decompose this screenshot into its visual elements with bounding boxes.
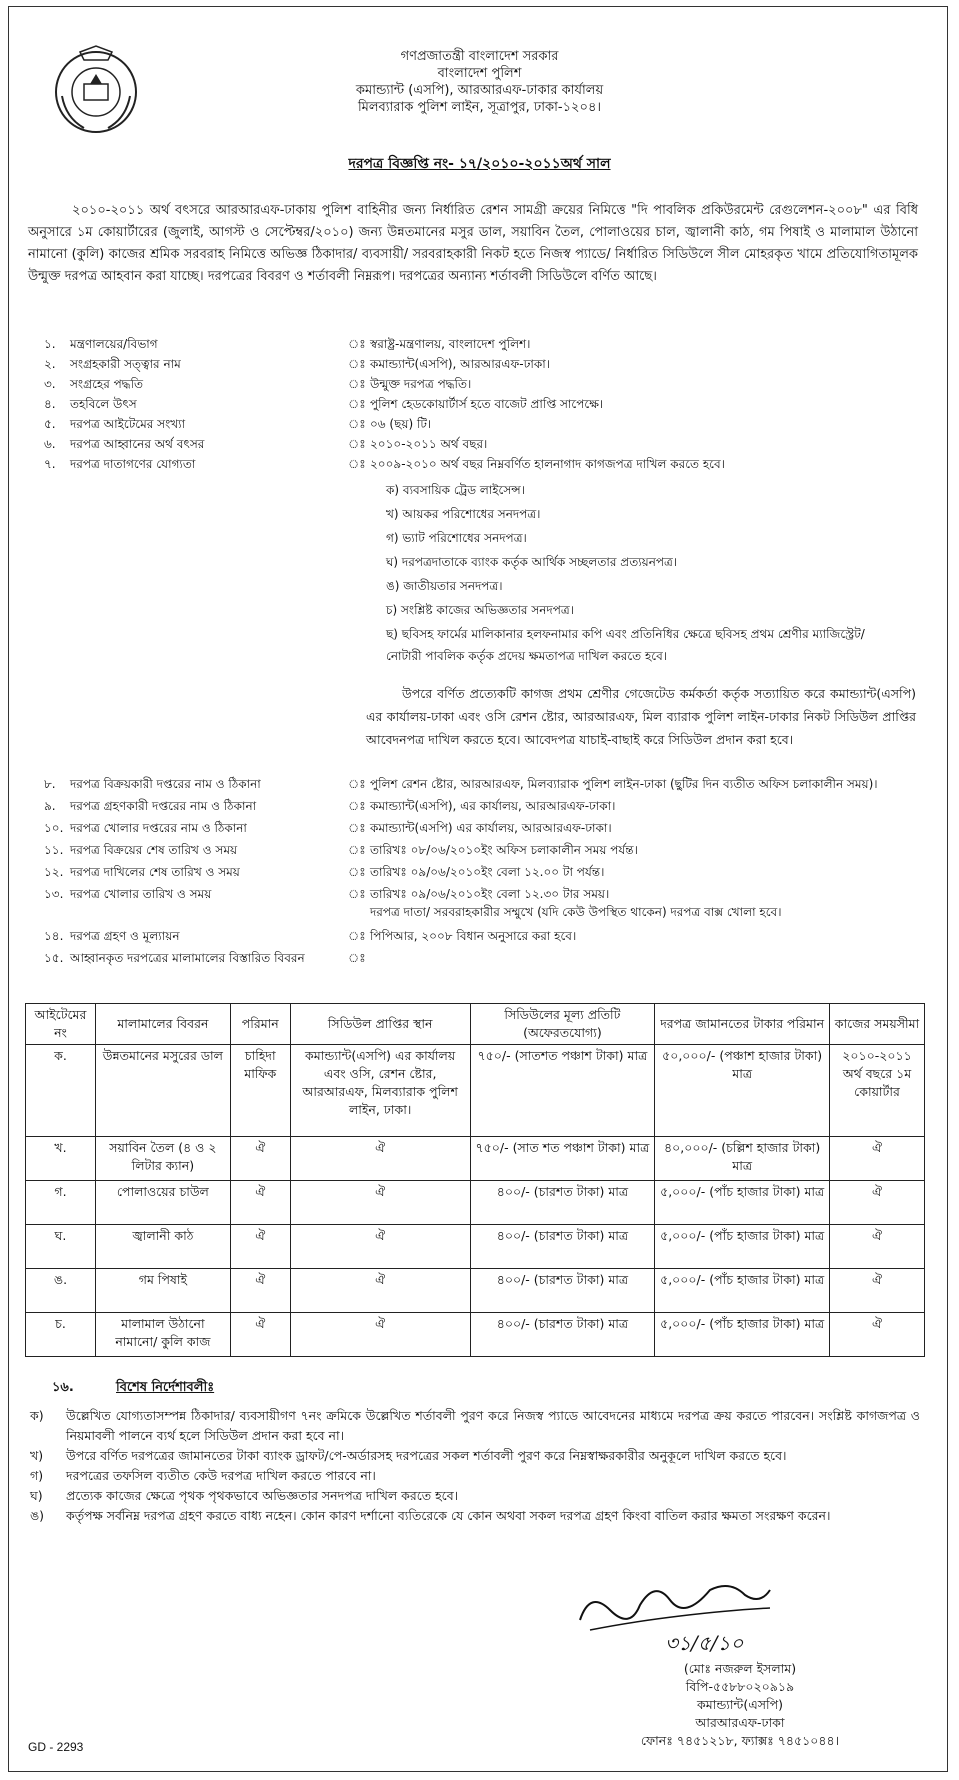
table-cell: উন্নতমানের মসুরের ডাল — [95, 1045, 230, 1137]
table-cell: ৭৫০/- (সাতশত পঞ্চাশ টাকা) মাত্র — [470, 1045, 655, 1137]
table-row — [26, 1225, 925, 1269]
list-item: ২. সংগ্রহকারী সত্ত্বার নাম ঃ কমান্ড্যান্ট(এসপি), আরআরএফ-ঢাকা। — [44, 357, 551, 371]
signature-date: ৩১/৫/১০ — [665, 1631, 744, 1655]
column-header: দরপত্র জামানতের টাকার পরিমান — [655, 1004, 830, 1045]
table-cell: গ. — [26, 1181, 96, 1225]
notice-title-text: দরপত্র বিজ্ঞপ্তি নং- ১৭/২০১০-২০১১অর্থ সাল — [348, 156, 611, 172]
instruction-item: খ) উপরে বর্ণিত দরপত্রের জামানতের টাকা ব্যাংক ড্রাফট/পে-অর্ডারসহ দরপত্রের সকল শর্তাবলী পুরণ করে নিম্নস্বাক্ষরকারীর অনুকূলে দাখিল করতে হবে। — [30, 1448, 787, 1463]
list-item: ৯. দরপত্র গ্রহণকারী দপ্তরের নাম ও ঠিকানা ঃ কমান্ড্যান্ট(এসপি), এর কার্যালয়, আরআরএফ-ঢাকা। — [44, 799, 616, 813]
table-cell: খ. — [26, 1137, 96, 1181]
list-item: ৬. দরপত্র আহ্বানের অর্থ বৎসর ঃ ২০১০-২০১১ অর্থ বছর। — [44, 437, 488, 451]
list-item: ১২. দরপত্র দাখিলের শেষ তারিখ ও সময় ঃ তারিখঃ ০৯/০৬/২০১০ইং বেলা ১২.০০ টা পর্যন্ত। — [44, 865, 605, 879]
table-cell: ঐ — [230, 1137, 290, 1181]
instructions-list — [30, 1406, 920, 1526]
letterhead — [0, 48, 959, 116]
table-cell: ঐ — [230, 1181, 290, 1225]
instruction-item: ক) উল্লেখিত যোগ্যতাসম্পন্ন ঠিকাদার/ ব্যবসায়ীগণ ৭নং ক্রমিকে উল্লেখিত শর্তাবলী পুরণ করে নিজস্ব প্যাডে আবেদনের মাধ্যমে দরপত্র ক্রয় করতে পারবেন। সংশ্লিষ্ট কাগজপত্র ও নিয়মাবলী পালনে ব্যর্থ হলে সিডিউল প্রদান করা হবে না। — [30, 1408, 920, 1443]
table-cell: গম পিষাই — [95, 1269, 230, 1313]
table-cell: ৭৫০/- (সাত শত পঞ্চাশ টাকা) মাত্র — [470, 1137, 655, 1181]
list-item: ৮. দরপত্র বিক্রয়কারী দপ্তরের নাম ও ঠিকানা ঃ পুলিশ রেশন ষ্টোর, আরআরএফ, মিলব্যারাক পুলিশ লাইন-ঢাকা (ছুটির দিন ব্যতীত অফিস চলাকালীন সময়)। — [44, 777, 878, 791]
sub-item: ঘ) দরপত্রদাতাকে ব্যাংক কর্তৃক আর্থিক সচ্ছলতার প্রত্যয়নপত্র। — [386, 555, 678, 569]
table-cell: মালামাল উঠানো নামানো/ কুলি কাজ — [95, 1313, 230, 1357]
table-row — [26, 1269, 925, 1313]
table-row — [26, 1181, 925, 1225]
section-label: বিশেষ নির্দেশাবলীঃ — [116, 1380, 215, 1395]
table-cell: ঐ — [290, 1313, 470, 1357]
table-cell: ৪০০/- (চারশত টাকা) মাত্র — [470, 1269, 655, 1313]
signatory-contact: ফোনঃ ৭৪৫১২১৮, ফ্যাক্সঃ ৭৪৫১০৪৪। — [640, 1733, 840, 1748]
table-cell: ঐ — [290, 1137, 470, 1181]
table-cell: ৫,০০০/- (পাঁচ হাজার টাকা) মাত্র — [655, 1313, 830, 1357]
table-cell: ঐ — [830, 1181, 925, 1225]
table-cell: ঐ — [830, 1313, 925, 1357]
list-item: ৭. দরপত্র দাতাগণের যোগ্যতা ঃ ২০০৯-২০১০ অর্থ বছর নিম্নবর্ণিত হালনাগাদ কাগজপত্র দাখিল করতে হবে। — [44, 457, 725, 471]
list-item: ১০. দরপত্র খোলার দপ্তরের নাম ও ঠিকানা ঃ কমান্ড্যান্ট(এসপি) এর কার্যালয়, আরআরএফ-ঢাকা। — [44, 821, 612, 835]
table-cell: ঐ — [230, 1313, 290, 1357]
notice-title — [0, 152, 959, 176]
office-line: কমান্ড্যান্ট (এসপি), আরআরএফ-ঢাকার কার্যালয় — [355, 83, 604, 98]
column-header: কাজের সময়সীমা — [830, 1004, 925, 1045]
handwritten-signature — [570, 1550, 790, 1660]
sub-item: চ) সংশ্লিষ্ট কাজের অভিজ্ঞতার সনদপত্র। — [386, 603, 574, 617]
column-header: মালামালের বিবরন — [95, 1004, 230, 1045]
instruction-item: গ) দরপত্রের তফসিল ব্যতীত কেউ দরপত্র দাখিল করতে পারবে না। — [30, 1468, 376, 1483]
table-row — [26, 1313, 925, 1357]
table-cell: ৪০০/- (চারশত টাকা) মাত্র — [470, 1225, 655, 1269]
signatory-name: (মোঃ নজরুল ইসলাম) — [683, 1661, 797, 1676]
table-cell: চাহিদা মাফিক — [230, 1045, 290, 1137]
table-cell: ঐ — [230, 1269, 290, 1313]
section-number: ১৬. — [52, 1380, 74, 1395]
table-cell: পোলাওয়ের চাউল — [95, 1181, 230, 1225]
table-header-row — [26, 1004, 925, 1045]
table-cell: ঐ — [830, 1269, 925, 1313]
sub-item: ঙ) জাতীয়তার সনদপত্র। — [386, 579, 503, 593]
table-cell: ঐ — [290, 1269, 470, 1313]
signatory-designation: কমান্ড্যান্ট(এসপি) — [697, 1697, 783, 1712]
table-row — [26, 1137, 925, 1181]
sub-item: ছ) ছবিসহ ফার্মের মালিকানার হলফনামার কপি এবং প্রতিনিধির ক্ষেত্রে ছবিসহ প্রথম শ্রেণীর ম্যাজিস্ট্রেট/ — [386, 627, 865, 641]
table-cell: ৪০,০০০/- (চল্লিশ হাজার টাকা) মাত্র — [655, 1137, 830, 1181]
table-cell: ঙ. — [26, 1269, 96, 1313]
table-cell: সয়াবিন তৈল (৪ ও ২ লিটার ক্যান) — [95, 1137, 230, 1181]
signatory-bp: বিপি-৫৫৮৮০২০৯১৯ — [685, 1679, 795, 1694]
column-header: সিডিউল প্রাপ্তির স্থান — [290, 1004, 470, 1045]
list-item: দরপত্র দাতা/ সরবরাহকারীর সম্মুখে (যদি কেউ উপস্থিত থাকেন) দরপত্র বাক্স খোলা হবে। — [370, 905, 782, 919]
list-item: ৪. তহবিলে উৎস ঃ পুলিশ হেডকোয়ার্টার্স হতে বাজেট প্রাপ্তি সাপেক্ষে। — [44, 397, 604, 411]
table-cell: কমান্ড্যান্ট(এসপি) এর কার্যালয় এবং ওসি, রেশন ষ্টোর, আরআরএফ, মিলব্যারাক পুলিশ লাইন, ঢাকা। — [290, 1045, 470, 1137]
signatory-office: আরআরএফ-ঢাকা — [695, 1715, 785, 1730]
instruction-item: ঘ) প্রত্যেক কাজের ক্ষেত্রে পৃথক পৃথকভাবে অভিজ্ঞতার সনদপত্র দাখিল করতে হবে। — [30, 1488, 459, 1503]
govt-line: গণপ্রজাতন্ত্রী বাংলাদেশ সরকার — [400, 49, 559, 64]
table-cell: ঐ — [830, 1137, 925, 1181]
table-cell: ৫,০০০/- (পাঁচ হাজার টাকা) মাত্র — [655, 1269, 830, 1313]
table-cell: ঐ — [830, 1225, 925, 1269]
column-header: সিডিউলের মূল্য প্রতিটি (অফেরতযোগ্য) — [470, 1004, 655, 1045]
list-item: ১১. দরপত্র বিক্রয়ের শেষ তারিখ ও সময় ঃ তারিখঃ ০৮/০৬/২০১০ইং অফিস চলাকালীন সময় পর্যন্ত। — [44, 843, 638, 857]
instruction-item: ঙ) কর্তৃপক্ষ সর্বনিম্ন দরপত্র গ্রহণ করতে বাধ্য নহেন। কোন কারণ দর্শানো ব্যতিরেকে যে কোন অথবা সকল দরপত্র গ্রহণ কিংবা বাতিল করার ক্ষমতা সংরক্ষণ করেন। — [30, 1508, 831, 1523]
sub-item: নোটারী পাবলিক কর্তৃক প্রদেয় ক্ষমতাপত্র দাখিল করতে হবে। — [386, 649, 668, 663]
gd-number: GD - 2293 — [28, 1740, 84, 1754]
list-item: ৫. দরপত্র আইটেমের সংখ্যা ঃ ০৬ (ছয়) টি। — [44, 417, 432, 431]
table-cell: ৪০০/- (চারশত টাকা) মাত্র — [470, 1313, 655, 1357]
list-item: ১. মন্ত্রণালয়ের/বিভাগ ঃ স্বরাষ্ট্র-মন্ত্রণালয়, বাংলাদেশ পুলিশ। — [44, 337, 531, 351]
special-instructions-heading — [52, 1378, 215, 1399]
list-item: ৩. সংগ্রহের পদ্ধতি ঃ উন্মুক্ত দরপত্র পদ্ধতি। — [44, 377, 472, 391]
table-cell: ঐ — [290, 1181, 470, 1225]
table-cell: চ. — [26, 1313, 96, 1357]
list-item: ১৫. আহ্বানকৃত দরপত্রের মালামালের বিস্তারিত বিবরন ঃ — [44, 951, 366, 965]
sub-item: ক) ব্যবসায়িক ট্রেড লাইসেন্স। — [386, 483, 526, 497]
list-item: ১৩. দরপত্র খোলার তারিখ ও সময় ঃ তারিখঃ ০৯/০৬/২০১০ইং বেলা ১২.৩০ টার সময়। — [44, 887, 610, 901]
police-line: বাংলাদেশ পুলিশ — [437, 66, 522, 81]
table-cell: ৫,০০০/- (পাঁচ হাজার টাকা) মাত্র — [655, 1225, 830, 1269]
attestation-note: উপরে বর্ণিত প্রত্যেকটি কাগজ প্রথম শ্রেণীর গেজেটেড কর্মকর্তা কর্তৃক সত্যায়িত করে কমান্ড্যান্ট(এসপি) এর কার্যালয়-ঢাকা এবং ওসি রেশন ষ্টোর, আরআরএফ, মিল ব্যারাক পুলিশ লাইন-ঢাকার নিকট সিডিউল প্রাপ্তির আবেদনপত্র দাখিল করতে হবে। আবেদপত্র যাচাই-বাছাই করে সিডিউল প্রদান করা হবে। — [366, 686, 916, 747]
table-cell: ঘ. — [26, 1225, 96, 1269]
sub-item: গ) ভ্যাট পরিশোধের সনদপত্র। — [386, 531, 527, 545]
table-cell: ঐ — [230, 1225, 290, 1269]
column-header: আইটেমের নং — [26, 1004, 96, 1045]
table-cell: ঐ — [290, 1225, 470, 1269]
list-item: ১৪. দরপত্র গ্রহণ ও মূল্যায়ন ঃ পিপিআর, ২০০৮ বিধান অনুসারে করা হবে। — [44, 929, 577, 943]
table-cell: জ্বালানী কাঠ — [95, 1225, 230, 1269]
table-row — [26, 1045, 925, 1137]
table-cell: ক. — [26, 1045, 96, 1137]
table-cell: ২০১০-২০১১ অর্থ বছরে ১ম কোয়ার্টার — [830, 1045, 925, 1137]
intro-paragraph: ২০১০-২০১১ অর্থ বৎসরে আরআরএফ-ঢাকায় পুলিশ বাহিনীর জন্য নির্ধারিত রেশন সামগ্রী ক্রয়ের নিমিত্তে "দি পাবলিক প্রকিউরমেন্ট রেগুলেশন-২০০৮" এর বিধি অনুসারে ১ম কোয়ার্টারের (জুলাই, আগস্ট ও সেপ্টেম্বর/২০১০) জন্য উন্নতমানের মসুর ডাল, সয়াবিন তৈল, পোলাওয়ের চাল, জ্বালানী কাঠ, গম পিষাই ও মালামাল উঠানো নামানো (কুলি) কাজের শ্রমিক সরবরাহ নিমিত্তে অভিজ্ঞ ঠিকাদার/ ব্যবসায়ী/ সরবরাহকারী নিকট হতে নিজস্ব প্যাডে/ নির্ধারিত সিডিউলে সীল মোহরকৃত খামে প্রতিযোগিতামূলক উন্মুক্ত দরপত্র আহবান করা যাচ্ছে। দরপত্রের বিবরণ ও শর্তাবলী নিম্নরূপ। দরপত্রের অন্যান্য শর্তাবলী সিডিউলে বর্ণিত আছে। — [28, 203, 918, 284]
column-header: পরিমান — [230, 1004, 290, 1045]
signatory-block — [600, 1660, 880, 1750]
address-line: মিলব্যারাক পুলিশ লাইন, সূত্রাপুর, ঢাকা-১২০৪। — [357, 100, 602, 115]
table-cell: ৫০,০০০/- (পঞ্চাশ হাজার টাকা) মাত্র — [655, 1045, 830, 1137]
table-cell: ৫,০০০/- (পাঁচ হাজার টাকা) মাত্র — [655, 1181, 830, 1225]
table-cell: ৪০০/- (চারশত টাকা) মাত্র — [470, 1181, 655, 1225]
schedule-table — [25, 1003, 925, 1357]
sub-item: খ) আয়কর পরিশোধের সনদপত্র। — [386, 507, 541, 521]
